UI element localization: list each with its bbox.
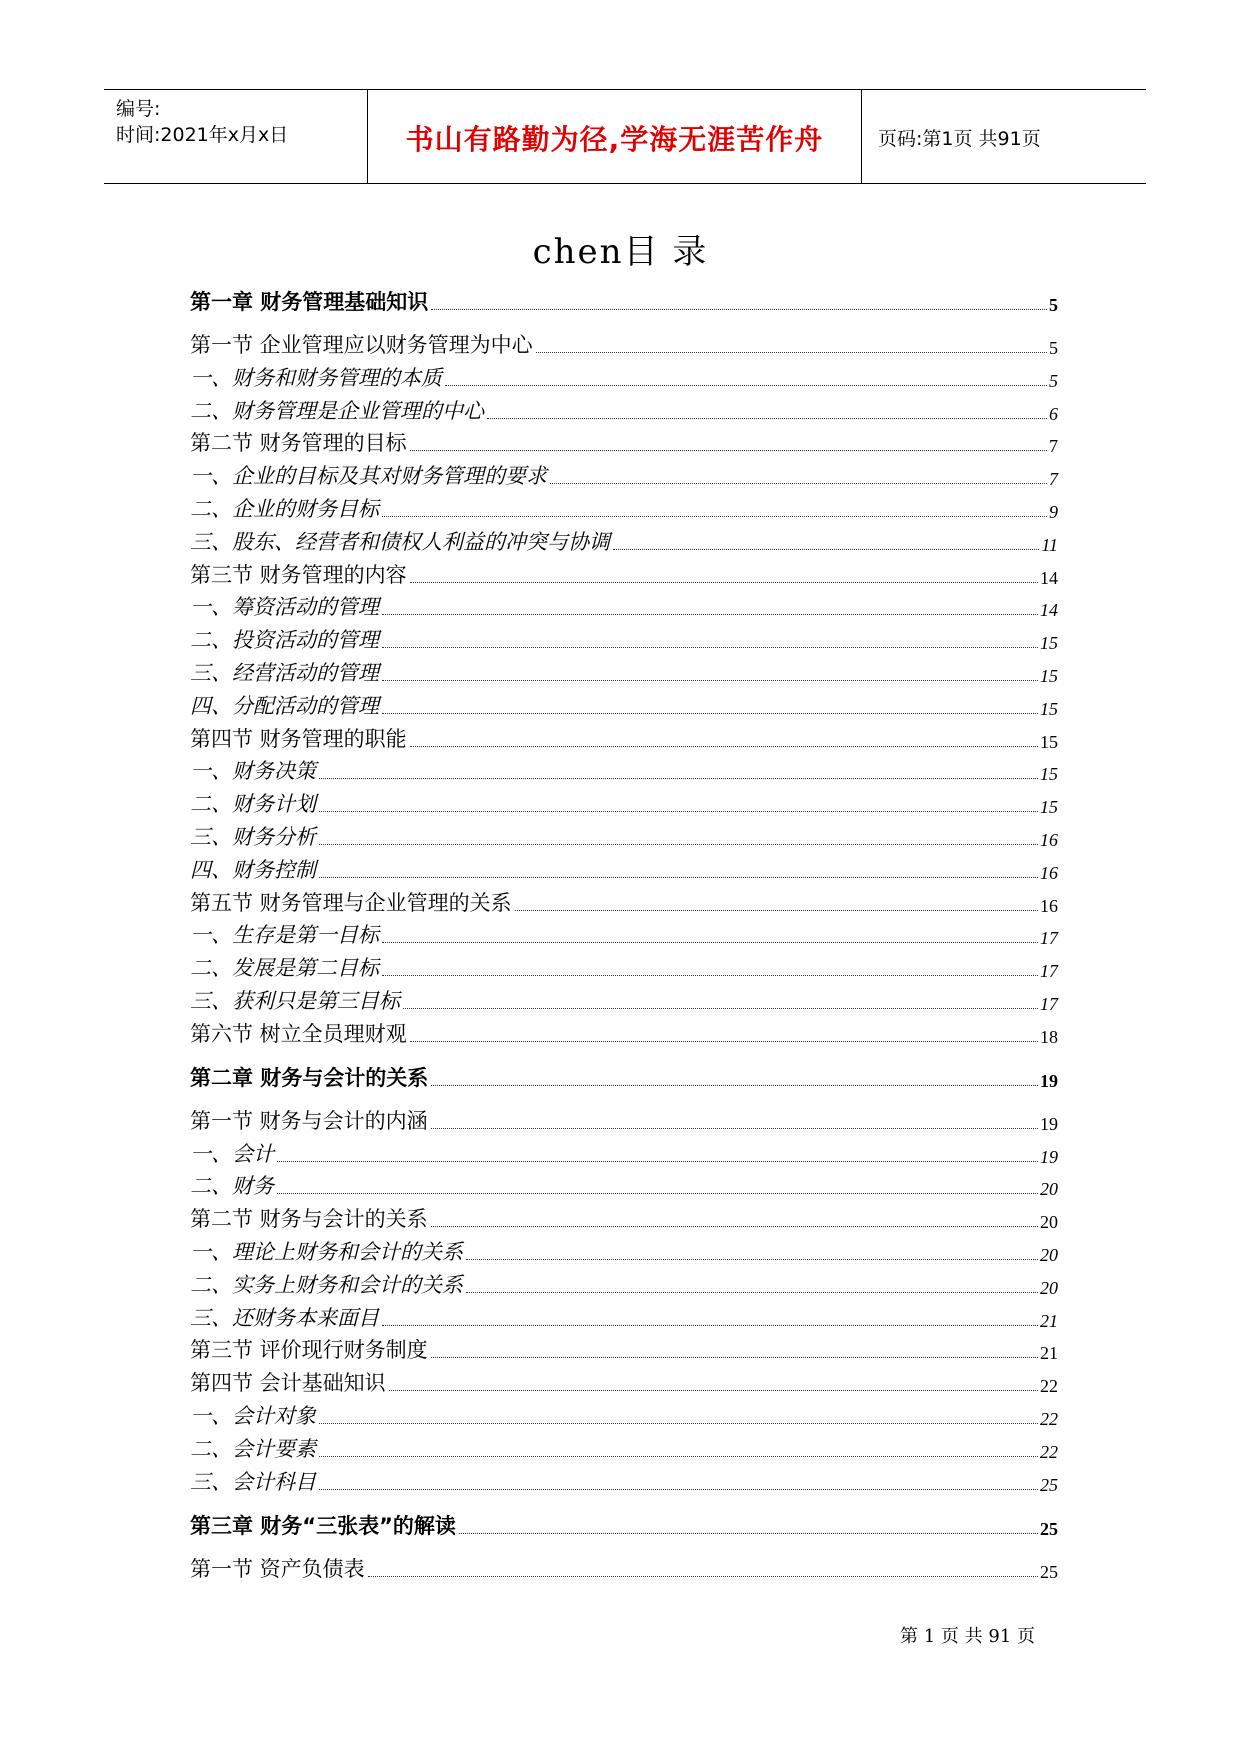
toc-entry-item[interactable] — [190, 1170, 1058, 1200]
toc-entry-section[interactable] — [190, 723, 1058, 753]
toc-entry-section[interactable] — [190, 1334, 1058, 1364]
toc-entry-label: 二、财务 — [190, 1174, 274, 1199]
page-footer: 第 1 页 共 91 页 — [900, 1626, 1035, 1647]
toc-page-number: 17 — [1040, 961, 1058, 982]
toc-dot-leader — [403, 1007, 1038, 1009]
toc-entry-label: 二、发展是第二目标 — [190, 956, 379, 981]
toc-entry-label: 三、会计科目 — [190, 1469, 316, 1494]
toc-entry-label: 一、财务和财务管理的本质 — [190, 365, 442, 390]
toc-entry-item[interactable] — [190, 1400, 1058, 1430]
toc-page-number: 25 — [1040, 1561, 1058, 1582]
toc-dot-leader — [277, 1160, 1038, 1162]
toc-page-number: 11 — [1041, 534, 1058, 555]
toc-entry-label: 一、筹资活动的管理 — [190, 595, 379, 620]
header-meta-cell — [104, 90, 368, 183]
toc-entry-section[interactable] — [190, 427, 1058, 457]
toc-page-number: 16 — [1040, 895, 1058, 916]
toc-dot-leader — [382, 712, 1038, 714]
toc-page-number: 21 — [1040, 1343, 1058, 1364]
toc-entry-label: 四、财务控制 — [190, 857, 316, 882]
toc-dot-leader — [389, 1389, 1038, 1391]
toc-dot-leader — [382, 646, 1038, 648]
toc-page-number: 5 — [1049, 370, 1058, 391]
toc-entry-label: 二、财务管理是企业管理的中心 — [190, 398, 484, 423]
toc-page-number: 15 — [1040, 731, 1058, 752]
document-date-label: 时间:2021年x月x日 — [116, 124, 289, 146]
toc-entry-label: 三、经营活动的管理 — [190, 661, 379, 685]
toc-page-number: 22 — [1040, 1409, 1058, 1429]
toc-dot-leader — [515, 909, 1038, 911]
toc-entry-item[interactable] — [190, 1433, 1058, 1463]
toc-entry-label: 第五节 财务管理与企业管理的关系 — [190, 890, 512, 915]
toc-dot-leader — [319, 1488, 1038, 1490]
toc-entry-item[interactable] — [190, 657, 1058, 687]
toc-entry-label: 第六节 树立全员理财观 — [190, 1021, 407, 1046]
toc-page-number: 22 — [1040, 1441, 1058, 1462]
toc-entry-label: 一、理论上财务和会计的关系 — [190, 1240, 463, 1264]
toc-entry-item[interactable] — [190, 624, 1058, 654]
toc-dot-leader — [431, 1127, 1038, 1129]
toc-entry-label: 第四节 会计基础知识 — [190, 1371, 386, 1396]
toc-dot-leader — [319, 1455, 1038, 1457]
toc-page-number: 9 — [1049, 502, 1058, 522]
toc-entry-label: 第一节 资产负债表 — [190, 1556, 365, 1581]
toc-page-number: 7 — [1049, 436, 1058, 457]
toc-dot-leader — [410, 581, 1038, 583]
toc-dot-leader — [431, 308, 1047, 310]
toc-entry-chapter[interactable] — [190, 1062, 1058, 1092]
toc-dot-leader — [487, 417, 1047, 419]
toc-page-number: 15 — [1040, 633, 1058, 654]
toc-dot-leader — [431, 1225, 1038, 1227]
toc-entry-section[interactable] — [190, 329, 1058, 359]
toc-page-number: 5 — [1049, 295, 1058, 315]
toc-dot-leader — [410, 449, 1047, 451]
page-header — [104, 89, 1146, 184]
toc-entry-section[interactable] — [190, 1367, 1058, 1397]
toc-dot-leader — [431, 1084, 1038, 1086]
toc-entry-chapter[interactable] — [190, 286, 1058, 316]
toc-entry-chapter[interactable] — [190, 1510, 1058, 1540]
toc-entry-label: 一、会计对象 — [190, 1404, 316, 1428]
toc-dot-leader — [319, 876, 1038, 878]
toc-entry-label: 二、会计要素 — [190, 1436, 316, 1461]
toc-entry-item[interactable] — [190, 788, 1058, 818]
toc-dot-leader — [466, 1258, 1038, 1260]
toc-page-number: 14 — [1040, 567, 1058, 588]
toc-page-number: 25 — [1040, 1518, 1058, 1539]
toc-entry-section[interactable] — [190, 1553, 1058, 1583]
toc-entry-item[interactable] — [190, 1236, 1058, 1266]
header-page-info: 页码:第1页 共91页 — [878, 128, 1041, 150]
toc-page-number: 15 — [1040, 764, 1058, 785]
toc-page-number: 15 — [1040, 797, 1058, 818]
toc-entry-label: 三、获利只是第三目标 — [190, 989, 400, 1013]
toc-entry-label: 三、股东、经营者和债权人利益的冲突与协调 — [190, 529, 610, 554]
toc-entry-label: 一、生存是第一目标 — [190, 923, 379, 948]
toc-entry-item[interactable] — [190, 591, 1058, 621]
toc-page-number: 15 — [1040, 666, 1058, 686]
toc-dot-leader — [410, 1040, 1038, 1042]
toc-dot-leader — [382, 1324, 1038, 1326]
toc-entry-label: 二、财务计划 — [190, 792, 316, 817]
toc-entry-item[interactable] — [190, 362, 1058, 392]
toc-entry-item[interactable] — [190, 1138, 1058, 1168]
toc-page-number: 20 — [1040, 1277, 1058, 1298]
toc-entry-item[interactable] — [190, 821, 1058, 851]
toc-page-number: 19 — [1040, 1146, 1058, 1167]
toc-dot-leader — [536, 351, 1047, 353]
toc-dot-leader — [459, 1532, 1038, 1534]
toc-entry-item[interactable] — [190, 919, 1058, 949]
toc-entry-item[interactable] — [190, 690, 1058, 720]
toc-page-number: 5 — [1049, 338, 1058, 358]
toc-entry-section[interactable] — [190, 887, 1058, 917]
toc-entry-label: 第二章 财务与会计的关系 — [190, 1065, 429, 1090]
toc-page-number: 7 — [1049, 469, 1058, 490]
toc-entry-label: 三、财务分析 — [190, 825, 316, 849]
toc-entry-label: 第二节 财务管理的目标 — [190, 431, 407, 456]
toc-page-number: 6 — [1049, 403, 1058, 424]
toc-dot-leader — [613, 548, 1039, 550]
toc-page-number: 16 — [1040, 862, 1058, 883]
toc-entry-item[interactable] — [190, 1302, 1058, 1332]
toc-entry-section[interactable] — [190, 1105, 1058, 1135]
toc-entry-item[interactable] — [190, 1466, 1058, 1496]
toc-entry-label: 第三节 评价现行财务制度 — [190, 1338, 428, 1363]
toc-entry-label: 第三章 财务“三张表”的解读 — [190, 1513, 456, 1538]
toc-entry-section[interactable] — [190, 559, 1058, 589]
toc-page-number: 20 — [1040, 1245, 1058, 1265]
toc-entry-item[interactable] — [190, 854, 1058, 884]
toc-entry-item[interactable] — [190, 460, 1058, 490]
toc-dot-leader — [382, 679, 1038, 681]
toc-entry-item[interactable] — [190, 952, 1058, 982]
toc-entry-item[interactable] — [190, 985, 1058, 1015]
toc-dot-leader — [368, 1575, 1038, 1577]
header-motto-cell — [368, 90, 862, 183]
toc-entry-label: 第四节 财务管理的职能 — [190, 726, 407, 751]
toc-dot-leader — [445, 384, 1047, 386]
document-number-label: 编号: — [116, 98, 161, 120]
toc-page-number: 19 — [1040, 1070, 1058, 1091]
toc-page-number: 20 — [1040, 1179, 1058, 1200]
toc-entry-item[interactable] — [190, 1269, 1058, 1299]
toc-entry-label: 四、分配活动的管理 — [190, 693, 379, 718]
toc-entry-item[interactable] — [190, 755, 1058, 785]
toc-entry-item[interactable] — [190, 493, 1058, 523]
toc-entry-label: 一、财务决策 — [190, 759, 316, 784]
toc-dot-leader — [277, 1192, 1038, 1194]
toc-dot-leader — [319, 810, 1038, 812]
toc-entry-label: 第一章 财务管理基础知识 — [190, 290, 429, 314]
toc-entry-item[interactable] — [190, 526, 1058, 556]
toc-dot-leader — [382, 613, 1038, 615]
toc-entry-section[interactable] — [190, 1203, 1058, 1233]
header-motto: 书山有路勤为径,学海无涯苦作舟 — [405, 123, 824, 156]
toc-dot-leader — [410, 745, 1038, 747]
toc-dot-leader — [319, 843, 1038, 845]
toc-entry-label: 一、企业的目标及其对财务管理的要求 — [190, 464, 547, 489]
toc-page-number: 16 — [1040, 830, 1058, 850]
toc-title: chen目 录 — [532, 232, 709, 272]
toc-page-number: 20 — [1040, 1212, 1058, 1233]
toc-dot-leader — [382, 974, 1038, 976]
toc-entry-label: 第一节 企业管理应以财务管理为中心 — [190, 333, 533, 357]
toc-page-number: 18 — [1040, 1026, 1058, 1047]
toc-entry-item[interactable] — [190, 395, 1058, 425]
toc-page-number: 22 — [1040, 1376, 1058, 1397]
toc-entry-section[interactable] — [190, 1018, 1058, 1048]
toc-page-number: 19 — [1040, 1113, 1058, 1134]
toc-entry-label: 二、投资活动的管理 — [190, 628, 379, 653]
toc-dot-leader — [382, 941, 1038, 943]
toc-dot-leader — [431, 1356, 1038, 1358]
toc-dot-leader — [382, 515, 1047, 517]
toc-dot-leader — [466, 1291, 1038, 1293]
header-page-cell — [862, 90, 1146, 183]
toc-entry-label: 第一节 财务与会计的内涵 — [190, 1108, 428, 1133]
toc-dot-leader — [319, 1422, 1038, 1424]
toc-page-number: 17 — [1040, 928, 1058, 949]
toc-dot-leader — [550, 482, 1047, 484]
toc-entry-label: 第二节 财务与会计的关系 — [190, 1207, 428, 1232]
toc-dot-leader — [319, 777, 1038, 779]
toc-entry-label: 二、实务上财务和会计的关系 — [190, 1272, 463, 1297]
toc-entry-label: 一、会计 — [190, 1141, 274, 1166]
toc-page-number: 17 — [1040, 994, 1058, 1014]
toc-page-number: 14 — [1040, 600, 1058, 621]
toc-entry-label: 第三节 财务管理的内容 — [190, 562, 407, 587]
toc-entry-label: 二、企业的财务目标 — [190, 497, 379, 521]
toc-entry-label: 三、还财务本来面目 — [190, 1305, 379, 1330]
toc-page-number: 15 — [1040, 698, 1058, 719]
toc-page-number: 25 — [1040, 1474, 1058, 1495]
toc-page-number: 21 — [1040, 1310, 1058, 1331]
